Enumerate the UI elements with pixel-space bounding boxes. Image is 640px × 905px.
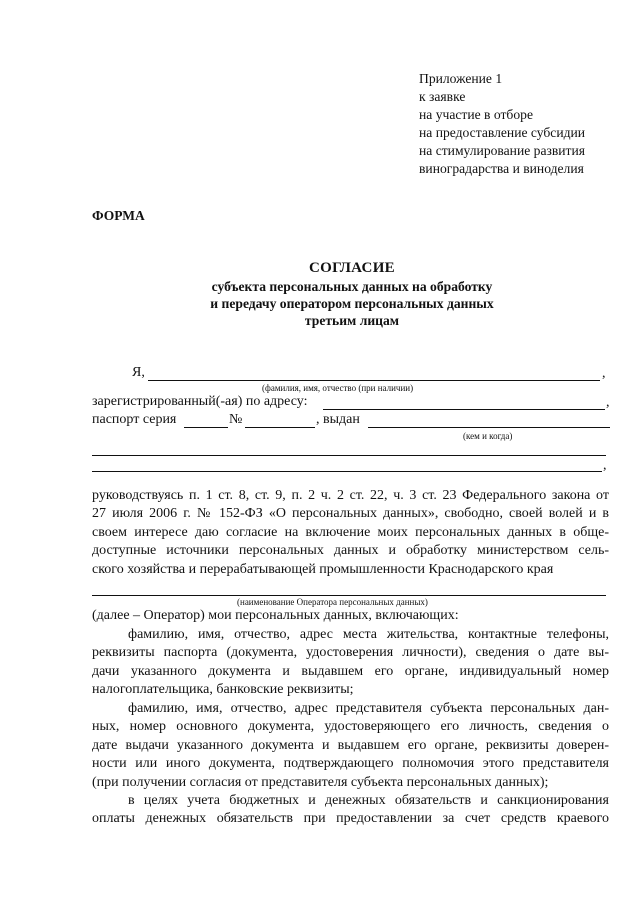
appendix-line: на стимулирование развития <box>419 143 586 158</box>
text-line: (при получении согласия от представителя субъекта персональных данных); <box>92 774 549 790</box>
issued-comma: , <box>603 458 607 473</box>
name-field[interactable] <box>148 380 600 381</box>
text-line: реквизиты паспорта (документа, удостоверения личности), сведения о дате вы- <box>92 645 609 661</box>
consent-paragraph <box>92 487 609 579</box>
appendix-line: виноградарства и виноделия <box>419 161 584 176</box>
issued-by-field-continued[interactable] <box>92 471 602 472</box>
address-field[interactable] <box>323 409 605 410</box>
issued-by-field[interactable] <box>368 427 610 428</box>
operator-caption: (наименование Оператора персональных данных) <box>237 597 428 607</box>
name-caption: (фамилия, имя, отчество (при наличии) <box>262 383 414 393</box>
form-label: ФОРМА <box>92 208 145 223</box>
issued-caption: (кем и когда) <box>463 431 513 441</box>
appendix-header <box>419 70 629 178</box>
text-line: налогоплательщика, банковские реквизиты; <box>92 682 354 698</box>
text-line: своем интересе даю согласие на включение моих персональных данных в обще- <box>92 524 609 540</box>
passport-series-field[interactable] <box>184 427 228 428</box>
title-subline: и передачу оператором персональных данных <box>210 296 494 311</box>
text-line: ского хозяйства и перерабатывающей промышленности Краснодарского края <box>92 561 554 577</box>
text-line: фамилию, имя, отчество, адрес представителя субъекта персональных дан- <box>128 701 609 716</box>
text-line: дачи указанного документа и выдавшем его органе, индивидуальный номер <box>92 663 609 679</box>
document-title <box>92 258 612 329</box>
passport-number-field[interactable] <box>245 427 315 428</box>
appendix-line: на участие в отборе <box>419 107 533 122</box>
address-label: зарегистрированный(-ая) по адресу: <box>92 394 308 409</box>
text-line: оплаты денежных обязательств при предоставлении за счет средств краевого <box>92 811 609 827</box>
title-subline: третьим лицам <box>304 313 400 328</box>
i-label: Я, <box>132 365 145 380</box>
text-line: ных, номер основного документа, удостоверяющего его личность, сведения о <box>92 719 609 735</box>
text-line: фамилию, имя, отчество, адрес места жительства, контактные телефоны, <box>128 627 609 642</box>
name-comma: , <box>602 366 606 381</box>
text-line: (далее – Оператор) мои персональных данных, включающих: <box>92 608 459 623</box>
operator-paragraph <box>92 607 609 625</box>
title-subline: субъекта персональных данных на обработку <box>211 279 493 294</box>
appendix-line: к заявке <box>419 89 466 104</box>
title-main: СОГЛАСИЕ <box>309 260 395 276</box>
operator-name-field[interactable] <box>92 595 606 596</box>
passport-number-label: № <box>229 412 243 427</box>
address-comma: , <box>606 395 610 410</box>
personal-data-list-item <box>92 700 609 792</box>
purpose-paragraph <box>92 792 609 829</box>
issued-by-field-continued[interactable] <box>92 455 606 456</box>
appendix-line: Приложение 1 <box>419 71 503 86</box>
passport-series-label: паспорт серия <box>92 412 177 427</box>
text-line: руководствуясь п. 1 ст. 8, ст. 9, п. 2 ч. 2 ст. 22, ч. 3 ст. 23 Федерального закона от <box>92 488 609 503</box>
issued-label: , выдан <box>316 412 360 427</box>
appendix-line: на предоставление субсидии <box>419 125 586 140</box>
text-line: дате выдачи указанного документа и выдавшем его органе, реквизиты доверен- <box>92 737 609 753</box>
text-line: ности или иного документа, подтверждающего полномочия этого представителя <box>92 756 609 772</box>
personal-data-list-item <box>92 626 609 700</box>
text-line: 27 июля 2006 г. № 152-ФЗ «О персональных данных», свободно, своей волей и в <box>92 506 609 522</box>
text-line: в целях учета бюджетных и денежных обязательств и санкционирования <box>128 793 609 808</box>
text-line: доступные источники персональных данных и обработку министерством сель- <box>92 543 609 559</box>
